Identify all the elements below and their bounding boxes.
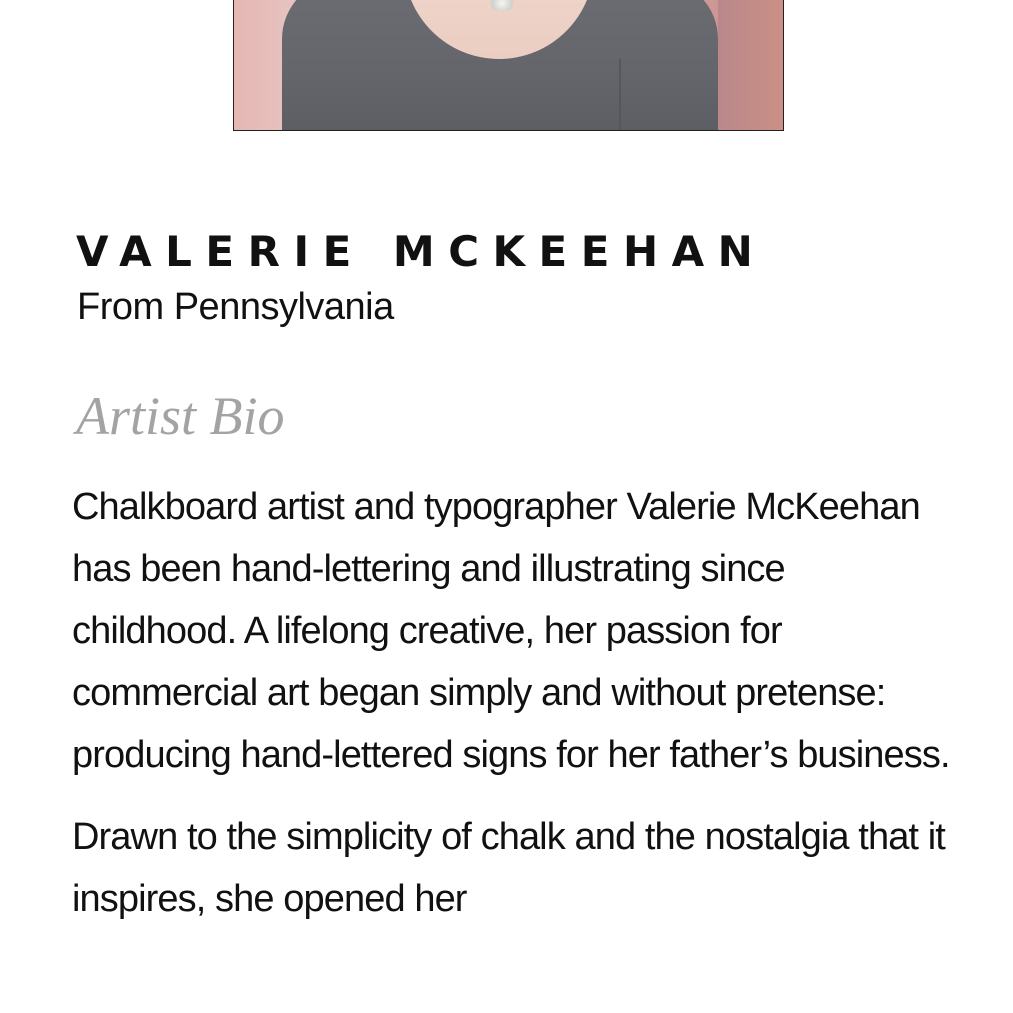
artist-bio-heading: Artist Bio <box>76 386 285 446</box>
bio-paragraph: Drawn to the simplicity of chalk and the nostalgia that it inspires, she opened her <box>72 816 945 920</box>
artist-photo <box>233 0 784 131</box>
bio-paragraph: Chalkboard artist and typographer Valerie McKeehan has been hand-lettering and illustrating since childhood. A lifelong creative, her passion for commercial art began simply and without pretense: producing hand-lettered signs for her father’s business. <box>72 486 950 776</box>
photo-arm-crease <box>619 59 621 130</box>
artist-name: VALERIE MCKEEHAN <box>76 227 767 276</box>
artist-bio-body <box>72 476 952 950</box>
artist-origin: From Pennsylvania <box>77 286 394 328</box>
photo-background-right <box>718 0 783 130</box>
